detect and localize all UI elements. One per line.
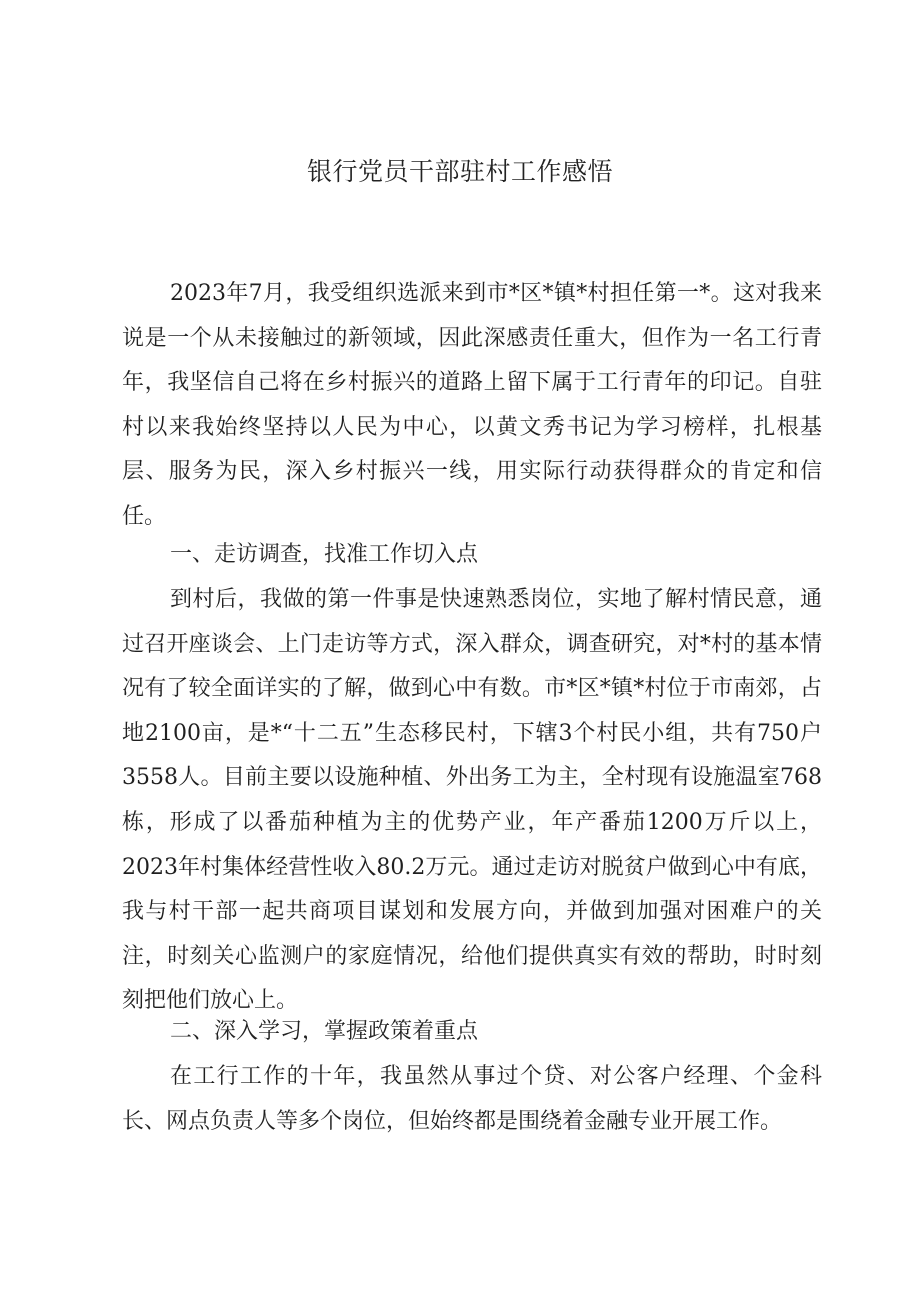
section-2-paragraph: 在工行工作的十年，我虽然从事过个贷、对公客户经理、个金科长、网点负责人等多个岗位，但始终都是围绕着金融专业开展工作。 [122,1064,822,1134]
document-title: 银行党员干部驻村工作感悟 [306,157,613,186]
section-2-heading: 二、深入学习，掌握政策着重点 [170,1019,479,1044]
intro-section [122,272,822,540]
section-2-body [122,1055,822,1144]
section-1-body [122,578,822,1024]
intro-paragraph: 2023年7月，我受组织选派来到市*区*镇*村担任第一*。这对我来说是一个从未接触过的新领域，因此深感责任重大，但作为一名工行青年，我坚信自己将在乡村振兴的道路上留下属于工行青年的印记。自驻村以来我始终坚持以人民为中心，以黄文秀书记为学习榜样，扎根基层、服务为民，深入乡村振兴一线，用实际行动获得群众的肯定和信任。 [122,281,822,529]
section-1-heading: 一、走访调查，找准工作切入点 [170,542,479,567]
section-1-paragraph: 到村后，我做的第一件事是快速熟悉岗位，实地了解村情民意，通过召开座谈会、上门走访等方式，深入群众，调查研究，对*村的基本情况有了较全面详实的了解，做到心中有数。市*区*镇*村位于市南郊，占地2100亩，是*“十二五”生态移民村，下辖3个村民小组，共有750户3558人。目前主要以设施种植、外出务工为主，全村现有设施温室768栋，形成了以番茄种植为主的优势产业，年产番茄1200万斤以上，2023年村集体经营性收入80.2万元。通过走访对脱贫户做到心中有底，我与村干部一起共商项目谋划和发展方向，并做到加强对困难户的关注，时刻关心监测户的家庭情况，给他们提供真实有效的帮助，时时刻刻把他们放心上。 [122,587,822,1014]
